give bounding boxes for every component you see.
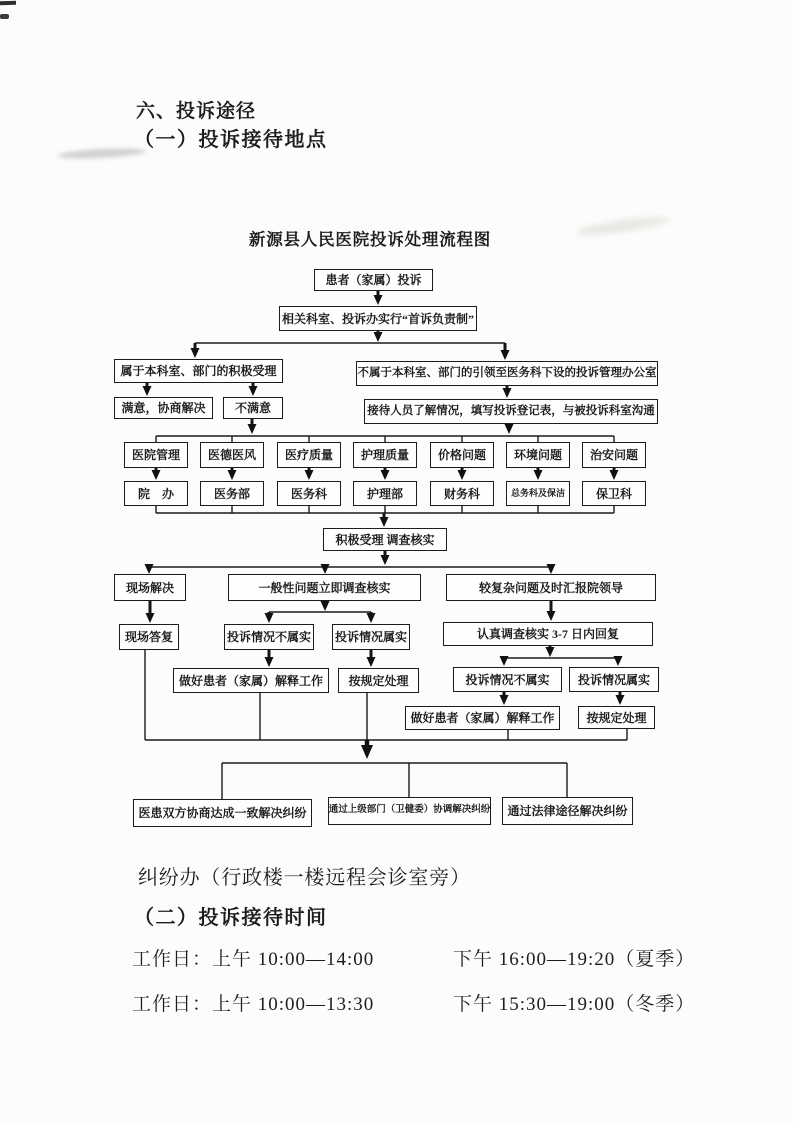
flowchart-title: 新源县人民医院投诉处理流程图 <box>248 230 492 249</box>
flow-node-satisfied: 满意，协商解决 <box>114 397 213 419</box>
hours-row-winter-morning: 工作日：上午 10:00—13:30 <box>132 994 375 1015</box>
flow-node-general-issue-investigate: 一般性问题立即调查核实 <box>228 574 421 601</box>
flow-node-handle-per-rules-right: 按规定处理 <box>578 706 655 729</box>
flow-node-cat-hospital-management: 医院管理 <box>124 442 188 468</box>
flow-node-explain-left: 做好患者（家属）解释工作 <box>173 668 329 693</box>
flow-node-unsatisfied: 不满意 <box>223 397 283 419</box>
flow-node-reception-register: 接待人员了解情况，填写投诉登记表，与被投诉科室沟通 <box>364 399 658 424</box>
flow-node-dept-hospital-office: 院 办 <box>124 481 188 506</box>
flow-node-resolve-superior-dept: 通过上级部门（卫健委）协调解决纠纷 <box>328 797 491 825</box>
flow-node-cat-medical-quality: 医疗质量 <box>277 442 341 468</box>
flow-node-complex-report-leaders: 较复杂问题及时汇报院领导 <box>446 574 656 601</box>
section-two-heading: （二）投诉接待时间 <box>134 907 328 929</box>
flow-node-not-belongs-dept: 不属于本科室、部门的引领至医务科下设的投诉管理办公室 <box>356 361 658 386</box>
flow-node-cat-nursing-quality: 护理质量 <box>353 442 417 468</box>
flow-node-complaint-untrue-right: 投诉情况不属实 <box>453 667 562 692</box>
flow-node-patient-complaint: 患者（家属）投诉 <box>314 269 433 291</box>
flow-node-belongs-dept: 属于本科室、部门的积极受理 <box>114 359 283 383</box>
section-one-heading: （一）投诉接待地点 <box>134 129 328 151</box>
hours-row-summer-afternoon: 下午 16:00—19:20（夏季） <box>453 949 696 970</box>
flow-node-cat-security-issue: 治安问题 <box>582 442 646 468</box>
flow-node-onsite-reply: 现场答复 <box>119 624 179 650</box>
flow-node-dept-medical-affairs: 医务部 <box>200 481 264 506</box>
flow-node-dept-finance: 财务科 <box>430 481 494 506</box>
flow-node-active-accept-investigate: 积极受理 调查核实 <box>323 528 447 551</box>
flow-node-dept-nursing: 护理部 <box>353 481 417 506</box>
flow-node-cat-price-issue: 价格问题 <box>430 442 494 468</box>
flow-node-dept-medical-section: 医务科 <box>277 481 341 506</box>
flow-node-investigate-reply-3-7-days: 认真调查核实 3-7 日内回复 <box>443 622 653 646</box>
flow-node-first-inquiry-responsibility: 相关科室、投诉办实行“首诉负责制” <box>279 306 477 331</box>
hours-row-winter-afternoon: 下午 15:30—19:00（冬季） <box>453 994 696 1015</box>
flow-node-dept-security: 保卫科 <box>582 481 646 506</box>
section-six-heading: 六、投诉途径 <box>136 101 257 122</box>
hours-row-summer-morning: 工作日：上午 10:00—14:00 <box>132 949 375 970</box>
flow-node-handle-per-rules-left: 按规定处理 <box>338 668 419 693</box>
flow-node-complaint-true-right: 投诉情况属实 <box>569 667 659 692</box>
flow-node-resolve-legal: 通过法律途径解决纠纷 <box>502 797 633 825</box>
flow-node-complaint-true-left: 投诉情况属实 <box>332 624 410 650</box>
dispute-office-note: 纠纷办（行政楼一楼远程会诊室旁） <box>138 867 471 889</box>
flow-node-cat-medical-ethics: 医德医风 <box>200 442 264 468</box>
flow-node-explain-right: 做好患者（家属）解释工作 <box>405 706 560 730</box>
flow-node-cat-environment-issue: 环境问题 <box>506 442 570 468</box>
flow-node-onsite-solve: 现场解决 <box>114 574 186 601</box>
flow-node-dept-general-cleaning: 总务科及保洁 <box>506 481 570 506</box>
flow-node-resolve-negotiation: 医患双方协商达成一致解决纠纷 <box>133 799 312 827</box>
flow-node-complaint-untrue-left: 投诉情况不属实 <box>224 624 314 650</box>
